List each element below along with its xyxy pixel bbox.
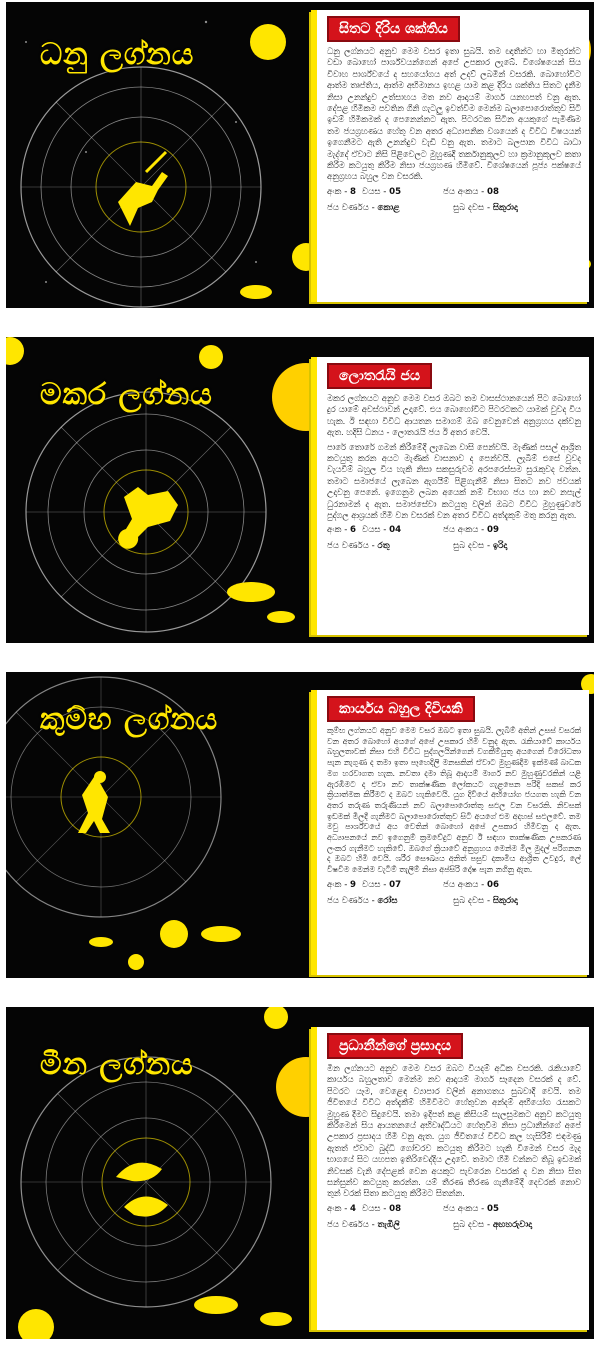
reading-paragraph: කුම්භ ලග්නයට අනුව මෙම වසර ඔබට ඉතා සුබයි. ලැබීම් අතින් උසස් වසරක් වන අතර බොහෝ අයගේ අපේ උපකාර හිමි වනුද ඇත. රැකියාවේ කාර්යය බහුලතාවක් නිසා එහි විවිධ පුද්ගලයින්ගෙන් වගකීම්යුතු අයගෙන් විරෝධතා පැන නැගුණ ද තමා ඉතා පෑහෙදිලි මනසකින් ඒවාට මුහුණදීම ඉක්මණ් බාධක මග හරවාගත හැක. නවතා දමා තිබූ ආදායම් මාර්ග නව මුහුණුවරකින් යළි ඇරඹීමට ද ඒවා නව තාක්ෂණික ලෝකයට ගැළපෙන පරිදි සකස් කර ක්‍රියාත්මක කිරීමට ද ඔබට හැකිවෙයි. යුග දිවියේ අභියෝග ජයගත හැකි වන අතර තරුණ තරුණියන් නව බලාපොරොත්තු සඵල වන වසරකි. නිවසක් ඉඩමක් මිලදී ගැනීමට බලාපොරොත්තුව සිටි අයගේ එම අදහස් සඵලවේ. තම මවු පාර්ශ්වයේ අය වෙතින් බොහෝ අපේ උපකාර හිමිවනු ද ඇත. අධ්‍යාපනයේ නව ඉගෙනුම් ක්‍රමවේදුට අනුව ඊ සඳහා තාක්ෂණික උපකරණ ලංකර ගැනීමට හැකිවේ. ඔබගේ ක්‍රියාවේ අනුග්‍රහය මෙන්ම මිල මුදල් පරිගනන ද ඔබට හිමි වෙයි. ශරීර සෞඛ්‍යය අනිත් පසුව දකාමිය ආශ්‍රිත උවදුර, ලේ විෂවීම මෙන්ම වැටීම් තැලීම් නිසා අප්සිරි දෝෂ පැන නගිනු ඇත. [327,726,581,875]
stat-lucky-color: ජය වර්ණය - තැඹිලි [327,1219,400,1230]
stat-age: වයස - 04 [362,525,402,536]
horoscope-panel-kumbha [6,672,594,978]
reading-card [311,1027,589,1330]
sign-title: මකර ලග්නය [40,377,213,412]
horoscope-panel-makara [6,337,594,643]
stat-lucky-day: සුබ දවස - සිකුරාදා [453,895,518,906]
pisces-icon [116,1163,168,1217]
stat-lucky-day: සුබ දවස - සිකුරාදා [453,202,518,213]
sign-title: කුම්භ ලග්නය [40,702,219,737]
sign-title: මීන ලග්නය [40,1047,194,1082]
lucky-stats [327,525,581,551]
stat-number: අංක - 6 [327,525,357,536]
stat-age: වයස - 05 [362,186,402,197]
stat-lucky-color: ජය වර්ණය - රෝස [327,895,398,906]
lucky-stats [327,187,581,213]
stat-number: අංක - 8 [327,186,357,197]
stat-number: අංක - 9 [327,879,357,890]
stat-lucky-color: ජය වර්ණය - කොළ [327,202,400,213]
stat-number: අංක - 4 [327,1203,357,1214]
reading-paragraph: මීන ලග්නයට අනුව මෙම වසර ඔබට වියදම් අධික වසරකි. රැකියාවේ කාර්යය බහුලතාව මෙන්ම නව ආදායම් මාර්ග සෑදෙන වසරක් ද වේ. පිටරට යෑම, වෙළෙඳ ව්‍යාපාර වලින් අනාගතය සුබවාදී වෙයි. තම ජීවිතයේ විවිධ අත්දැකීම් හිමිවීමට හේතුවන අන්දම් අභියෝග රැසකට මුහුණ දීමට සිදුවෙයි. තමා ඉදිපත් කළ කිසියම් සැලසුමකට අනුව කටයුතු කිරීමෙන් සිය ආයතනයේ අභිවෘද්ධියට හේතුවීම නිසා ප්‍රධානීන්ගේ අපේ උපකාර ප්‍රසාදය හිමි වනු ඇත. යුග ජීවිතයේ විවිධ කල හැසිරීම් එඳමණු ඇතත් ඒවාට බුද්ධි ගෝචරව කටයුතු කිරීමට හැකි වීමෙන් වසර මැද භාගයේ සිට යහපත ඉතිරිවෙද්දිය උදාවේ. තමාට හිමි වන්නට තිබූ ඉඩමක් නිවසක් වැනි දේපළක් වෙන අයකුට පැවරෙන වසරක් ද වන නිසා සිත සන්සුන්ව කටයුතු කරන්න. යම් තීරණ තීරණ ගැනීමේදී දෙවරක් නොව තුන් වරක් සිතා කටයුතු කිරීමට සිතන්න. [327,1063,581,1199]
lucky-stats [327,880,581,906]
stat-lucky-number: ජය අංකය - 09 [443,525,499,536]
aquarius-icon [78,771,110,833]
stat-age: වයස - 07 [362,879,402,890]
stat-lucky-number: ජය අංකය - 06 [443,879,499,890]
horoscope-panel-dhanu [6,2,594,308]
reading-card [311,357,589,635]
stat-lucky-day: සුබ දවස - අඟහරුවාදා [453,1219,533,1230]
reading-heading: ප්‍රධානීන්ගේ ප්‍රසාදය [327,1033,463,1059]
reading-card [311,690,589,975]
sagittarius-icon [118,152,168,226]
reading-heading: ලොතරැයි ජය [327,363,432,389]
reading-paragraph: ධනු ලග්නයට අනුව මෙම වසර ඉතා සුබයි. තම ඥාතීන්ට හා මිතුරන්ට වඩා බොහෝ පාර්ශ්වයන්ගෙන් අපේ උපකාර ලැබේ. විශේෂයෙන් සිය විවාහ පාර්ශ්වයේ ද සහයෝගය අත් උදව් ලබමින් වසරකි. බොහෝවිට ආත්ම තෘප්තිය, ආත්ම අභිමානය ඉහළ යාම කළ දිරිය ශක්තිය සිතට දැනීම නිසා උනන්දුව උත්සාහය මත නව ආදායම් මාර්ග යනහපත් වනු ඇත. දේපළ හිමිකම පවතින ගිනි ගැටලු ඉවත්වීම මෙන්ම බලාපොරොත්තුව සිටි ඉඩම් හිමිකමක් ද පෙනෙන්නට ඇත. පිටරටක සිටින අයකුගේ පැමිණීම තම ජයග්‍රහණය හේතු වන අතර අධ්‍යාපනික වශයෙන් ද විවිධ විෂයයන් ඉගෙනීමට ඇති උනන්දුව වැඩි වනු ඇත. තමාට බලපාන විවිධ බාධා මැද්දේ ඒවාට නිසි පිළිවෙලට මුහුණදී තර්කානුකූලව හා ක්‍රමානුකූලව කතා කිරීම කටයුතු කිරීම නිසා ජයග්‍රහණ හිමිවේ. විශේෂයෙන් පූජ්‍ය පක්ෂයේ අනුග්‍රහය බහුල වන වසරකි. [327,46,581,182]
sign-title: ධනු ලග්නය [40,37,195,72]
stat-lucky-color: ජය වර්ණය - රතු [327,541,390,552]
stat-lucky-number: ජය අංකය - 05 [443,1203,499,1214]
capricorn-icon [118,487,178,549]
reading-heading: සිතට දිරිය ශක්තිය [327,16,460,42]
horoscope-panel-meena [6,1007,594,1339]
reading-paragraph: පාරේ තොරේ ගමන් කිරීමේදී ලැබෙන වාසි පෙන්වයි. මැණික් පසල් ආශ්‍රිත කටයුතු කරන අයට මැණික් වාසනාව ද පෙන්වයි. ලැබීම් එසේ වුවද වැයවීම් බහුල විය හැකි නිසා සකසුරුවම අරපරෙස්සම සුරැකුවද වන්න. තමාට සමාජයේ ලැබෙන ඇගයීම් පිළිගැනීම් නිසා සිතට නව ජවයක් උදාවනු පෙනේ. ඉගෙනුම ලබන අයෙක් නම් විභාග ජය හා නව නපැල් ධුරනාමන් ද ඇත. සමාජසේවා කටයුතු වලින් ඔබට විවිධ මුහුණුවරේ පුද්ගල ආශ්‍රයක් හිමි වන වසරක් වන අතර විවිධ අත්දැකුම් මතු කරනු ඇත. [327,441,581,521]
stat-lucky-day: සුබ දවස - ඉරිදා [453,541,508,552]
stat-lucky-number: ජය අංකය - 08 [443,186,499,197]
reading-heading: කාර්යය බහුල දිවියකි [327,696,475,722]
lucky-stats [327,1204,581,1230]
reading-card [311,10,589,302]
stat-age: වයස - 08 [362,1203,402,1214]
reading-paragraph: මකර ලග්නයට අනුව මෙම වසර ඔබට තම වාසස්ථානයෙන් පිට බොහෝ දුර යාමේ අවස්ථාවන් උදාවේ. එය බොහෝවිට පිටරටකට යාමක් වුවද විය හැක. ඊ සඳහා විවිධ ආයතන සමාගම් ඔබ වෙනුවෙන් අනුග්‍රහය දක්වනු ඇත. හදිසි ධනය - ලොතරැයි ජය ඊ අතර වෙයි. [327,393,581,438]
